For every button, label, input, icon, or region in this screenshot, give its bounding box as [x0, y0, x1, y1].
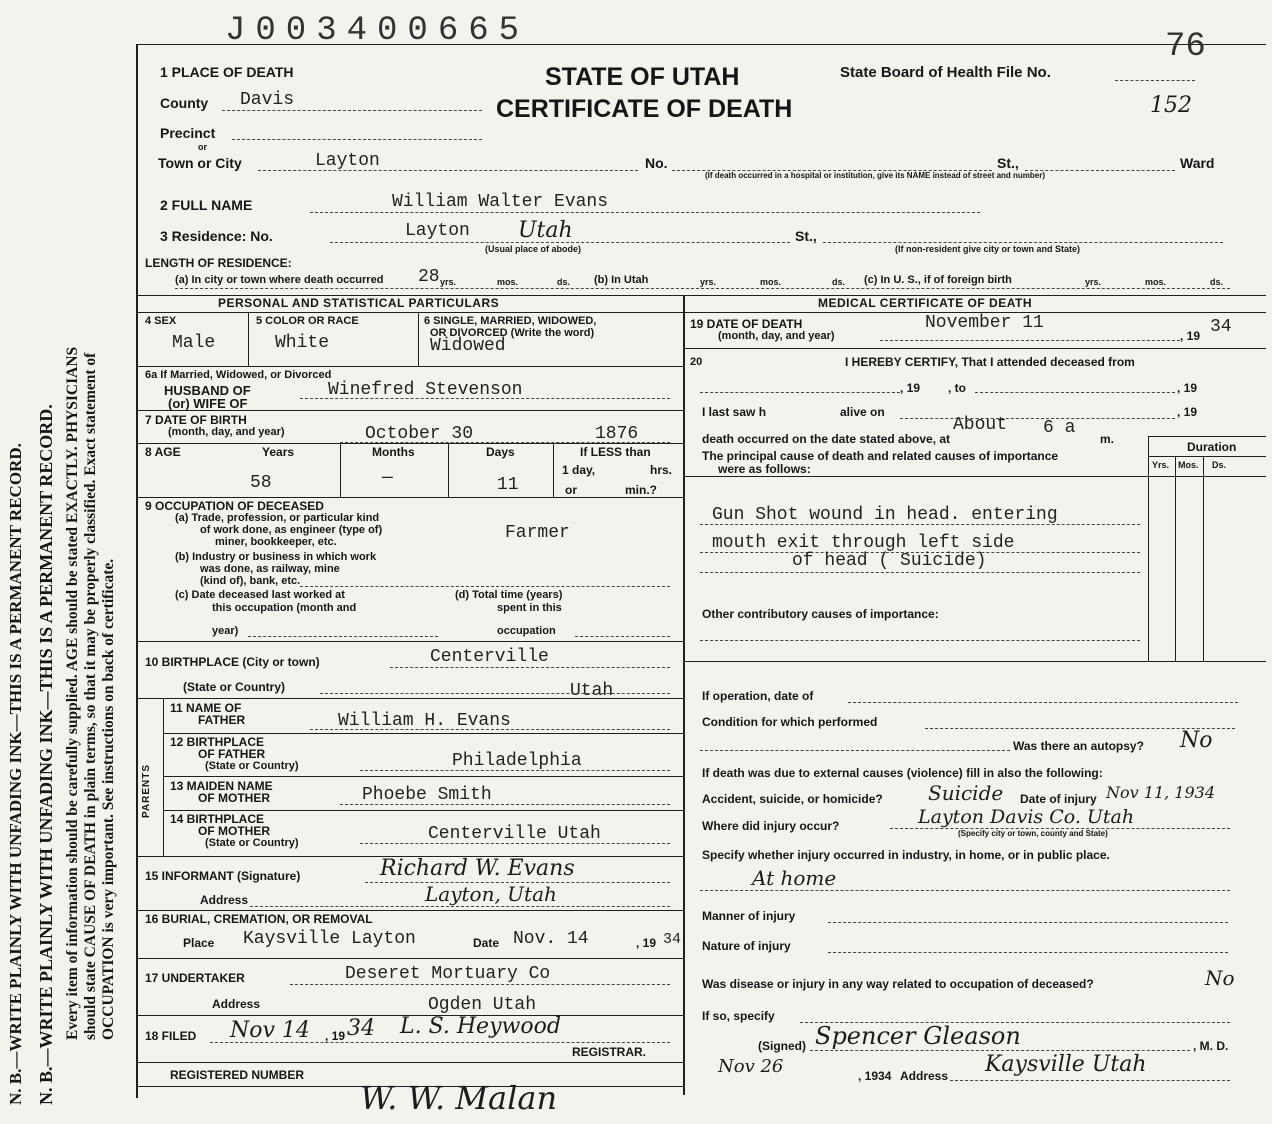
last-saw-label: I last saw h — [702, 405, 767, 419]
dod-year: 34 — [1210, 317, 1232, 337]
spouse-label-1: 6a If Married, Widowed, or Divorced — [145, 369, 332, 381]
length-mos-label: mos. — [497, 277, 519, 287]
place-of-death-label: 1 PLACE OF DEATH — [160, 64, 294, 80]
length-us-ds: ds. — [1210, 277, 1224, 287]
dob-year: 1876 — [595, 424, 639, 444]
autopsy-label: Was there an autopsy? — [1013, 739, 1144, 753]
where-injury-label: Where did injury occur? — [702, 819, 840, 833]
age-or-label: or — [565, 483, 577, 497]
father-name: William H. Evans — [338, 711, 511, 731]
length-yrs-label: yrs. — [440, 277, 457, 287]
occupation-d-1: (d) Total time (years) — [455, 589, 563, 601]
filed-label: 18 FILED — [145, 1029, 197, 1043]
nature-label: Nature of injury — [702, 939, 791, 953]
physician-address: Kaysville Utah — [985, 1052, 1147, 1077]
other-causes-label: Other contributory causes of importance: — [702, 607, 939, 621]
full-name-label: 2 FULL NAME — [160, 197, 253, 213]
burial-place-label: Place — [183, 936, 215, 950]
death-time: 6 a — [1043, 418, 1076, 438]
instructions-line-2: should state CAUSE OF DEATH in plain terms, so that it may be properly classified. Exact statement of — [82, 352, 99, 1040]
residence-label: 3 Residence: No. — [160, 228, 273, 244]
if-so-label: If so, specify — [702, 1009, 775, 1023]
burial-date: Nov. 14 — [513, 929, 589, 949]
condition-label: Condition for which performed — [702, 715, 878, 729]
ink-warning: N. B.—WRITE PLAINLY WITH UNFADING INK—THIS IS A PERMANENT RECORD. — [36, 404, 56, 1105]
age-days-label: Days — [486, 445, 515, 459]
medical-section-header: MEDICAL CERTIFICATE OF DEATH — [818, 296, 1032, 310]
injury-date-value: Nov 11, 1934 — [1106, 783, 1216, 802]
certify-number: 20 — [690, 356, 703, 368]
age-1day-label: 1 day, — [562, 463, 596, 477]
mother-bp-label-2: OF MOTHER — [198, 824, 270, 838]
age-months-label: Months — [372, 445, 415, 459]
registered-number-label: REGISTERED NUMBER — [170, 1068, 305, 1082]
or-label: or — [198, 142, 207, 152]
street-no-label: No. — [645, 155, 668, 171]
sex-label: 4 SEX — [145, 315, 177, 327]
file-number-handwritten: 152 — [1150, 93, 1192, 118]
specify-place-label: Specify whether injury occurred in industry, in home, or in public place. — [702, 848, 1110, 862]
registrar-signature: L. S. Heywood — [400, 1014, 561, 1039]
occupation-b-2: was done, as railway, mine — [200, 563, 340, 575]
duration-header: Duration — [1187, 440, 1237, 454]
filed-year: 34 — [347, 1016, 375, 1041]
dob-value: October 30 — [365, 424, 474, 444]
town-label: Town or City — [158, 155, 242, 171]
registrar-label: REGISTRAR. — [572, 1045, 647, 1059]
sign-year: , 1934 — [858, 1069, 892, 1083]
to-label: , to — [948, 381, 966, 395]
physician-signature: Spencer Gleason — [815, 1022, 1021, 1050]
sex-value: Male — [172, 333, 216, 353]
duration-ds: Ds. — [1212, 460, 1227, 470]
from-year-prefix: , 19 — [900, 381, 921, 395]
age-hrs-label: hrs. — [650, 463, 673, 477]
age-days: 11 — [497, 475, 519, 495]
instructions-line-1: Every item of information should be carefully supplied. AGE should be stated EXACTLY. PHYSICIANS — [64, 346, 81, 1040]
length-ds-label: ds. — [557, 277, 571, 287]
related-label: Was disease or injury in any way related to occupation of deceased? — [702, 977, 1094, 991]
birthplace-city: Centerville — [430, 647, 549, 667]
length-utah-mos: mos. — [760, 277, 782, 287]
father-label-1: 11 NAME OF — [170, 701, 242, 715]
alive-year-prefix: , 19 — [1177, 405, 1198, 419]
color-label: 5 COLOR OR RACE — [256, 315, 359, 327]
burial-place: Kaysville Layton — [243, 929, 416, 949]
external-causes-label: If death was due to external causes (violence) fill in also the following: — [702, 766, 1103, 780]
age-years-label: Years — [262, 445, 295, 459]
principal-cause-1: The principal cause of death and related causes of importance — [702, 449, 1059, 463]
certify-text: I HEREBY CERTIFY, That I attended deceased from — [845, 355, 1135, 369]
mother-birthplace: Centerville Utah — [428, 824, 601, 844]
father-bp-label-3: (State or Country) — [205, 760, 299, 772]
father-birthplace: Philadelphia — [452, 751, 582, 771]
mother-label-2: OF MOTHER — [198, 791, 270, 805]
accident-label: Accident, suicide, or homicide? — [702, 792, 883, 806]
county-value: Davis — [240, 90, 295, 110]
informant-signature: Richard W. Evans — [380, 856, 575, 881]
length-residence-label: LENGTH OF RESIDENCE: — [145, 256, 292, 270]
personal-section-header: PERSONAL AND STATISTICAL PARTICULARS — [218, 296, 500, 310]
autopsy-value: No — [1180, 728, 1213, 753]
undertaker-label: 17 UNDERTAKER — [145, 971, 245, 985]
mother-bp-label-1: 14 BIRTHPLACE — [170, 812, 265, 826]
dod-label: 19 DATE OF DEATH — [690, 317, 803, 331]
informant-address-label: Address — [200, 893, 249, 907]
length-city-label: (a) In city or town where death occurred — [175, 274, 384, 286]
bottom-signature: W. W. Malan — [360, 1079, 558, 1117]
burial-date-label: Date — [473, 936, 500, 950]
length-us-label: (c) In U. S., if of foreign birth — [864, 274, 1012, 286]
residence-state-handwritten: Utah — [518, 218, 573, 243]
street-label: St., — [997, 155, 1019, 171]
md-label: , M. D. — [1193, 1039, 1229, 1053]
birthplace-label: 10 BIRTHPLACE (City or town) — [145, 655, 320, 669]
operation-label: If operation, date of — [702, 689, 814, 703]
informant-label: 15 INFORMANT (Signature) — [145, 869, 301, 883]
filed-year-prefix: , 19 — [325, 1029, 346, 1043]
residence-value: Layton — [405, 221, 470, 241]
dod-sub: (month, day, and year) — [718, 330, 835, 342]
related-value: No — [1205, 966, 1235, 990]
undertaker-address-label: Address — [212, 997, 261, 1011]
sign-date: Nov 26 — [718, 1056, 784, 1077]
occupation-c-2: this occupation (month and — [212, 602, 357, 614]
age-label: 8 AGE — [145, 445, 181, 459]
alive-on-label: alive on — [840, 405, 885, 419]
town-value: Layton — [315, 151, 380, 171]
principal-cause-2: were as follows: — [718, 462, 811, 476]
instructions-sidebar — [0, 0, 130, 1124]
serial-number: J003400665 — [225, 12, 530, 50]
undertaker-value: Deseret Mortuary Co — [345, 964, 551, 984]
birthplace-state-label: (State or Country) — [183, 680, 285, 694]
occupation-b-3: (kind of), bank, etc. — [200, 575, 301, 587]
certificate-title: CERTIFICATE OF DEATH — [496, 95, 793, 123]
occupation-label: 9 OCCUPATION OF DECEASED — [145, 499, 324, 513]
ward-label: Ward — [1180, 155, 1215, 171]
occupation-b-1: (b) Industry or business in which work — [175, 551, 377, 563]
parents-side-label: PARENTS — [141, 763, 152, 818]
length-us-yrs: yrs. — [1085, 277, 1102, 287]
filed-date: Nov 14 — [230, 1018, 310, 1043]
file-number-label: State Board of Health File No. — [840, 64, 1051, 81]
duration-yrs: Yrs. — [1152, 460, 1170, 470]
mother-bp-label-3: (State or Country) — [205, 837, 299, 849]
length-us-mos: mos. — [1145, 277, 1167, 287]
length-utah-label: (b) In Utah — [594, 274, 649, 286]
state-title: STATE OF UTAH — [545, 63, 740, 91]
manner-label: Manner of injury — [702, 909, 796, 923]
physician-address-label: Address — [900, 1069, 949, 1083]
ink-warning-faded: N. B.—WRITE PLAINLY WITH UNFADING INK—THIS IS A PERMANENT RECORD. — [6, 443, 25, 1105]
age-less-label: If LESS than — [580, 445, 651, 459]
mother-name: Phoebe Smith — [362, 785, 492, 805]
occupation-a-1: (a) Trade, profession, or particular kind — [175, 512, 380, 524]
burial-label: 16 BURIAL, CREMATION, OR REMOVAL — [145, 912, 373, 926]
full-name-value: William Walter Evans — [392, 192, 609, 212]
alive-value: About — [953, 415, 1008, 435]
color-value: White — [275, 333, 330, 353]
specify-place-value: At home — [752, 866, 837, 890]
where-injury-note: (Specify city or town, county and State) — [958, 829, 1108, 838]
death-time-m: m. — [1100, 432, 1115, 446]
father-bp-label-1: 12 BIRTHPLACE — [170, 735, 265, 749]
occupation-a-2: of work done, as engineer (type of) — [200, 524, 383, 536]
where-injury-value: Layton Davis Co. Utah — [918, 806, 1135, 828]
usual-abode-note: (Usual place of abode) — [485, 244, 582, 254]
occupation-d-2: spent in this — [497, 602, 562, 614]
residence-street-label: St., — [795, 228, 817, 244]
to-year-prefix: , 19 — [1177, 381, 1198, 395]
precinct-label: Precinct — [160, 125, 216, 141]
marital-value: Widowed — [430, 336, 506, 356]
age-months: — — [382, 468, 393, 488]
age-min-label: min.? — [625, 483, 657, 497]
marital-label-2: OR DIVORCED (Write the word) — [430, 327, 595, 339]
dod-value: November 11 — [925, 313, 1044, 333]
mother-label-1: 13 MAIDEN NAME — [170, 779, 273, 793]
cause-line-1: Gun Shot wound in head. entering — [712, 505, 1058, 525]
page-number: 76 — [1165, 28, 1206, 66]
nonresident-note: (If non-resident give city or town and State) — [895, 244, 1081, 254]
occupation-c-3: year) — [212, 625, 239, 637]
burial-year-prefix: , 19 — [636, 936, 657, 950]
length-utah-ds: ds. — [832, 277, 846, 287]
duration-mos: Mos. — [1178, 460, 1199, 470]
place-note: (If death occurred in a hospital or institution, give its NAME instead of street and number) — [705, 171, 1046, 180]
occupation-a-3: miner, bookkeeper, etc. — [215, 536, 337, 548]
occupation-value: Farmer — [505, 523, 570, 543]
length-city-years: 28 — [418, 267, 440, 287]
accident-value: Suicide — [928, 781, 1004, 805]
dob-label: 7 DATE OF BIRTH — [145, 413, 247, 427]
injury-date-label: Date of injury — [1020, 792, 1097, 806]
death-occurred-label: death occurred on the date stated above, at — [702, 432, 951, 446]
spouse-label-3: (or) WIFE OF — [168, 396, 248, 411]
burial-year: 34 — [663, 931, 682, 948]
instructions-line-3: OCCUPATION is very important. See instructions on back of certificate. — [100, 558, 117, 1040]
occupation-d-3: occupation — [497, 625, 556, 637]
signed-label: (Signed) — [758, 1039, 806, 1053]
dod-year-prefix: , 19 — [1180, 329, 1201, 343]
county-label: County — [160, 95, 209, 111]
birthplace-state: Utah — [570, 681, 614, 701]
father-label-2: FATHER — [198, 713, 246, 727]
cause-line-3: of head ( Suicide) — [792, 551, 987, 571]
cause-line-2: mouth exit through left side — [712, 533, 1015, 553]
informant-address: Layton, Utah — [425, 882, 557, 906]
age-years: 58 — [250, 473, 272, 493]
undertaker-address: Ogden Utah — [428, 995, 537, 1015]
marital-label-1: 6 SINGLE, MARRIED, WIDOWED, — [424, 315, 597, 327]
length-utah-yrs: yrs. — [700, 277, 717, 287]
occupation-c-1: (c) Date deceased last worked at — [175, 589, 345, 601]
dob-sub: (month, day, and year) — [168, 426, 285, 438]
spouse-label-2: HUSBAND OF — [164, 383, 251, 398]
father-bp-label-2: OF FATHER — [198, 747, 266, 761]
spouse-value: Winefred Stevenson — [328, 380, 523, 400]
